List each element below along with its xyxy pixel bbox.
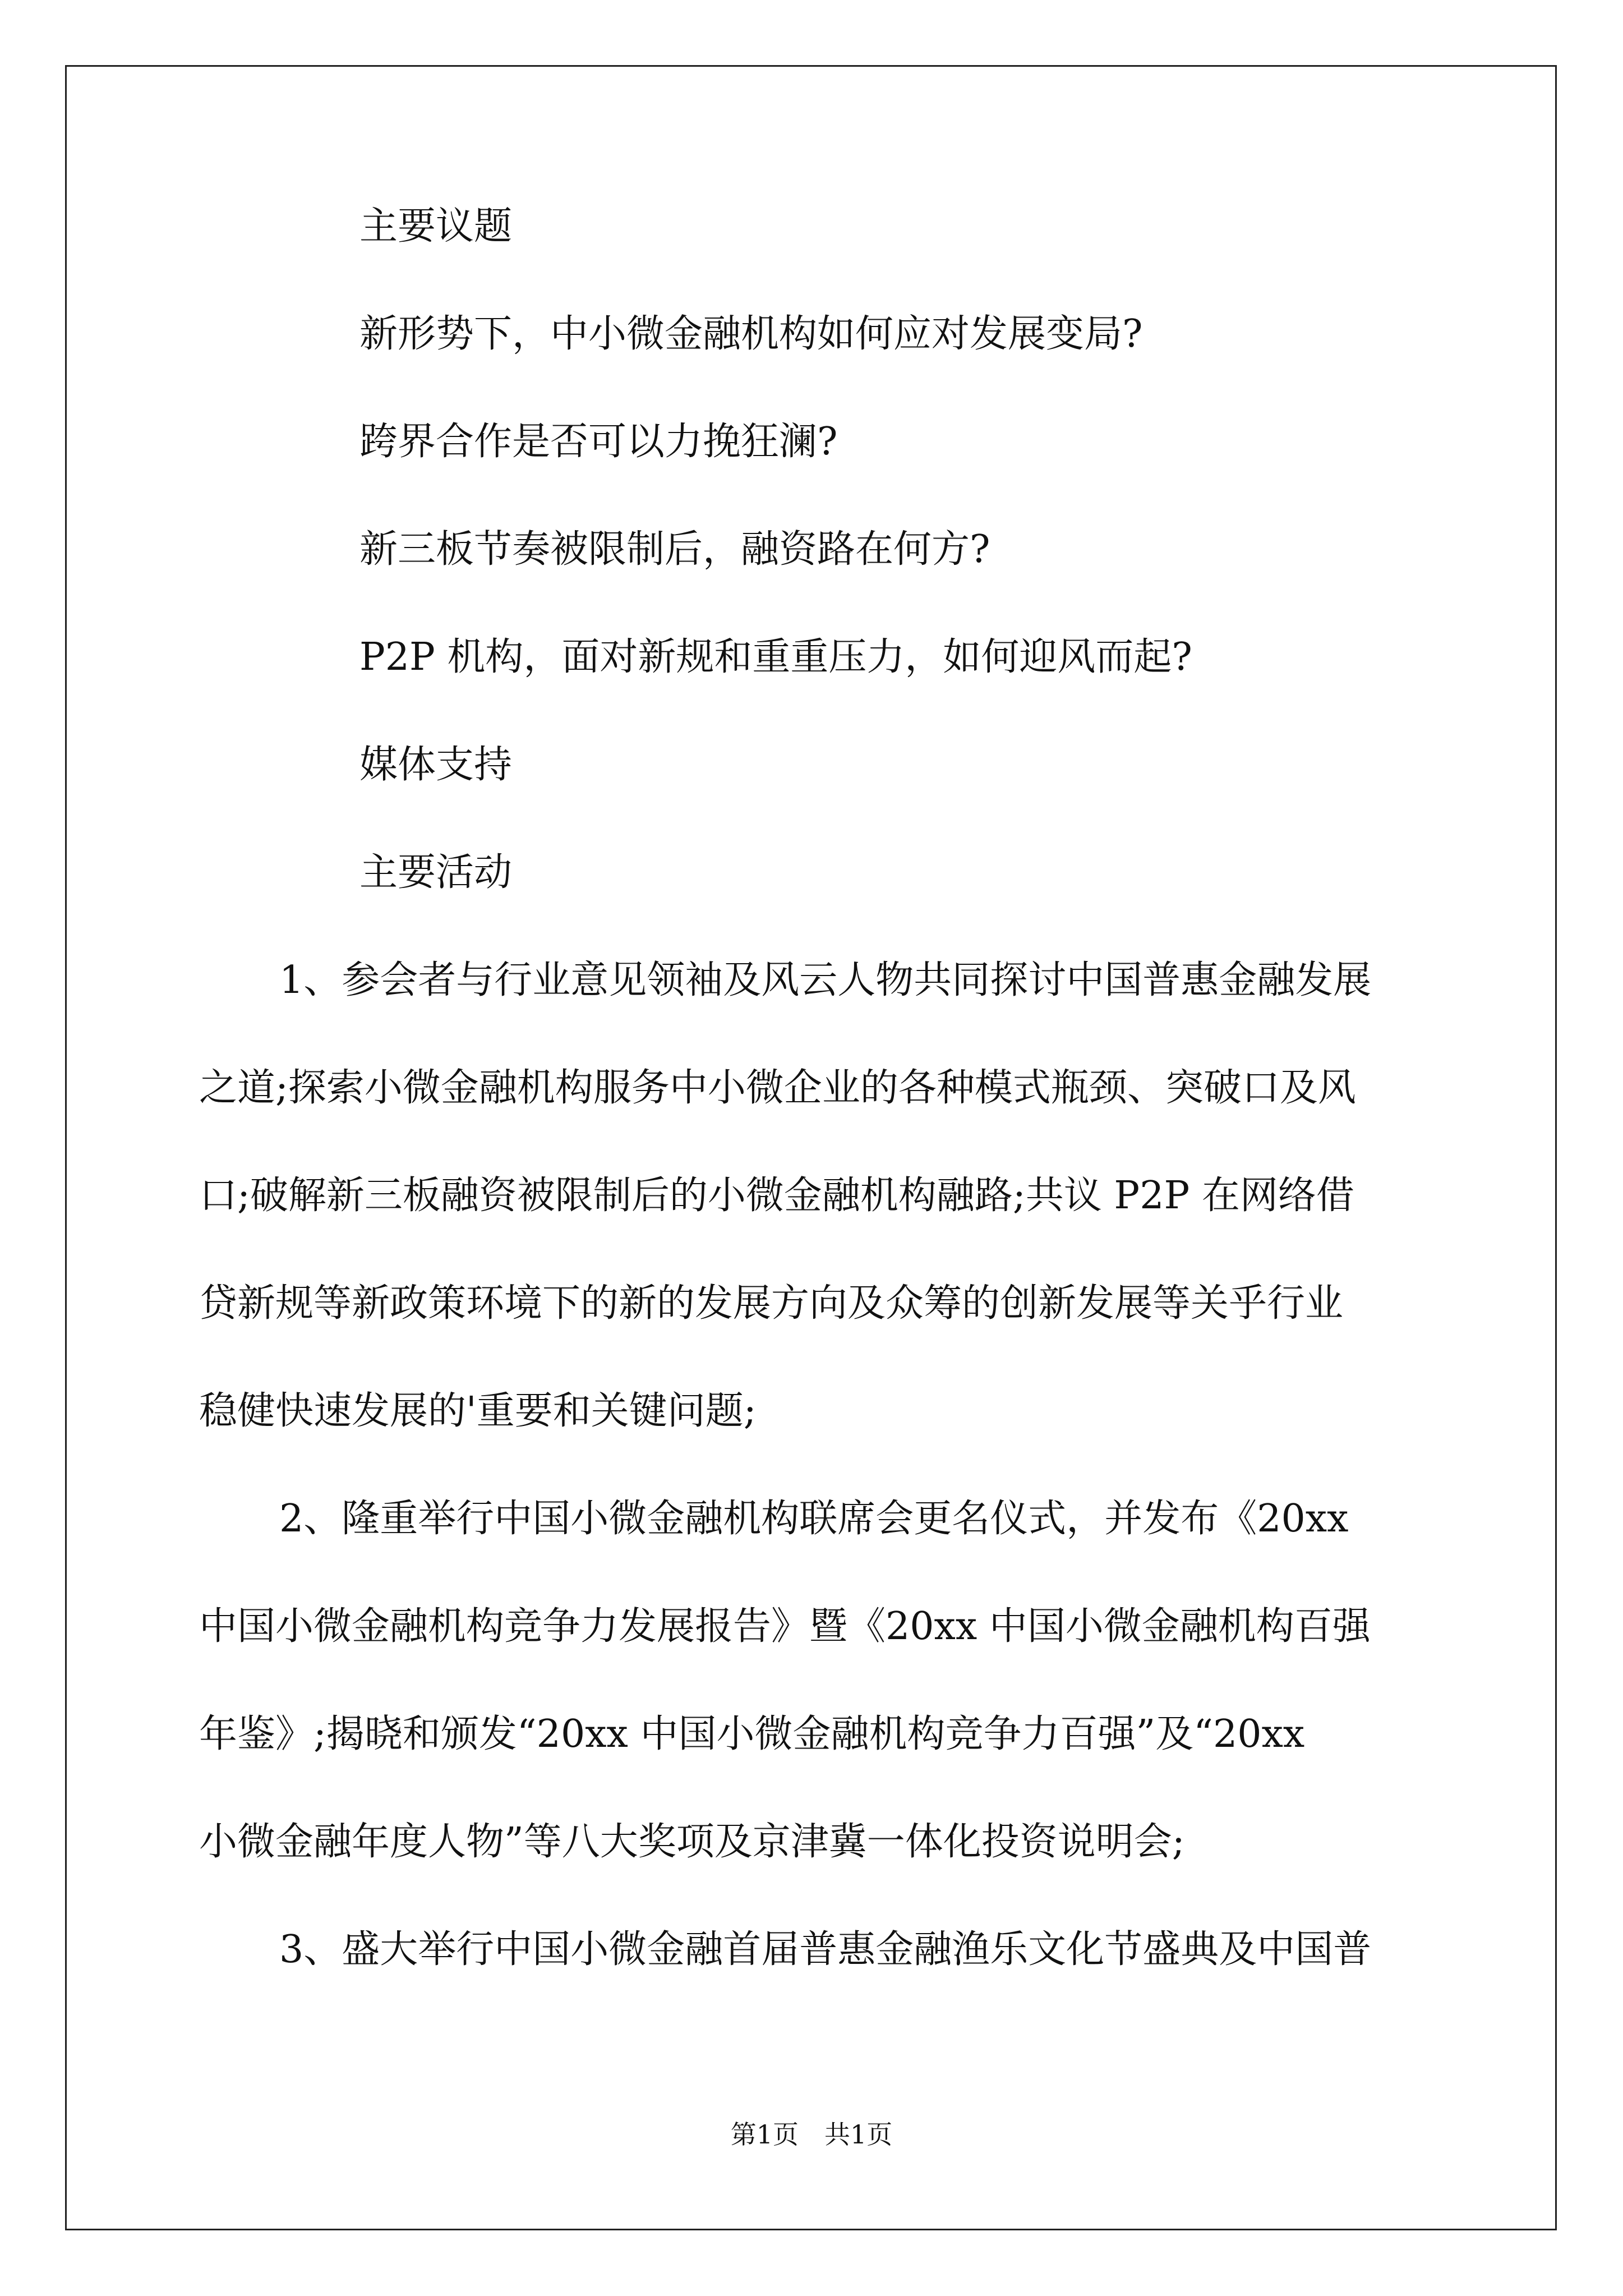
activity-2-line: 小微金融年度人物”等八大奖项及京津冀一体化投资说明会; bbox=[199, 1820, 1185, 1864]
heading-media-support: 媒体支持 bbox=[359, 743, 513, 787]
activity-3-line: 3、盛大举行中国小微金融首届普惠金融渔乐文化节盛典及中国普 bbox=[279, 1927, 1372, 1972]
activity-2-line: 中国小微金融机构竞争力发展报告》暨《20xx 中国小微金融机构百强 bbox=[199, 1604, 1371, 1649]
page-border bbox=[65, 65, 1557, 2230]
activity-1-line: 之道;探索小微金融机构服务中小微企业的各种模式瓶颈、突破口及风 bbox=[199, 1066, 1356, 1110]
activity-2-line: 2、隆重举行中国小微金融机构联席会更名仪式，并发布《20xx bbox=[279, 1497, 1349, 1541]
activity-1-line: 稳健快速发展的'重要和关键问题; bbox=[199, 1389, 757, 1433]
activity-1-line: 贷新规等新政策环境下的新的发展方向及众筹的创新发展等关乎行业 bbox=[199, 1281, 1344, 1326]
page-number: 第1页 bbox=[730, 2119, 799, 2150]
heading-main-activities: 主要活动 bbox=[359, 850, 513, 895]
heading-main-topics: 主要议题 bbox=[359, 204, 513, 249]
activity-2-line: 年鉴》;揭晓和颁发“20xx 中国小微金融机构竞争力百强”及“20xx bbox=[199, 1712, 1305, 1756]
topic-item: 新三板节奏被限制后，融资路在何方? bbox=[359, 527, 990, 572]
page-footer bbox=[0, 2120, 1623, 2148]
topic-item: 跨界合作是否可以力挽狂澜? bbox=[359, 420, 838, 464]
topic-item: P2P 机构，面对新规和重重压力，如何迎风而起? bbox=[359, 635, 1192, 679]
page-total: 共1页 bbox=[824, 2119, 893, 2150]
activity-1-line: 口;破解新三板融资被限制后的小微金融机构融路;共议 P2P 在网络借 bbox=[199, 1174, 1354, 1218]
topic-item: 新形势下，中小微金融机构如何应对发展变局? bbox=[359, 312, 1143, 356]
activity-1-line: 1、参会者与行业意见领袖及风云人物共同探讨中国普惠金融发展 bbox=[279, 958, 1372, 1002]
